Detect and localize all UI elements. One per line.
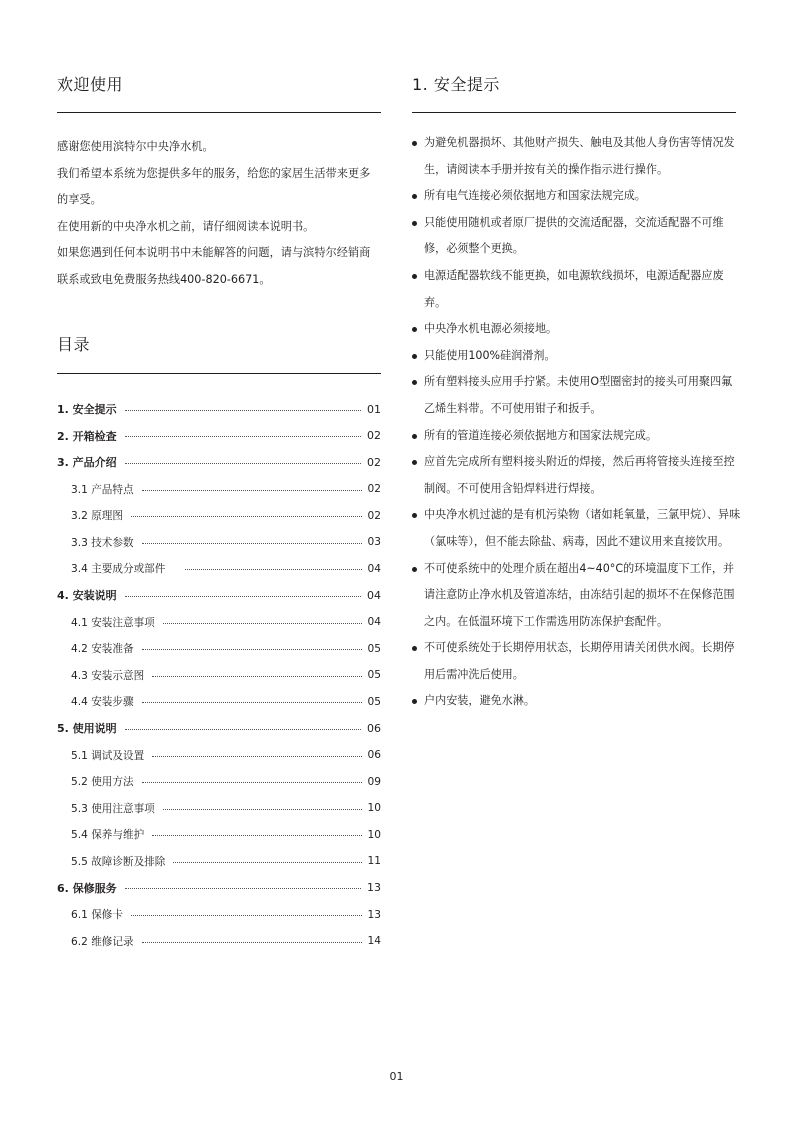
toc-dot-leader <box>125 410 361 411</box>
safety-item-text: 所有电气连接必须依据地方和国家法规完成。 <box>424 189 646 203</box>
toc-dot-leader <box>152 756 361 757</box>
toc-entry-label: 2. 开箱检查 <box>57 429 117 443</box>
page-number: 01 <box>389 1070 404 1083</box>
toc-entry-page: 04 <box>367 588 381 602</box>
toc-entry[interactable] <box>57 449 381 476</box>
bullet-dot-icon <box>412 221 417 226</box>
toc-entry-label: 3. 产品介绍 <box>57 456 117 470</box>
toc-entry[interactable] <box>57 476 381 503</box>
safety-item <box>412 316 742 343</box>
safety-item <box>412 369 742 422</box>
toc-entry-label: 4.3 安装示意图 <box>71 669 145 682</box>
toc-entry-label: 3.3 技术参数 <box>71 536 134 549</box>
toc-entry-label: 5.5 故障诊断及排除 <box>71 855 166 868</box>
toc-entry[interactable] <box>57 848 381 875</box>
safety-item-text: 不可使系统处于长期停用状态，长期停用请关闭供水阀。长期停用后需冲洗后使用。 <box>424 641 735 681</box>
safety-item-text: 户内安装，避免水淋。 <box>424 694 535 708</box>
toc-entry[interactable] <box>57 715 381 742</box>
toc-dot-leader <box>152 835 361 836</box>
bullet-dot-icon <box>412 380 417 385</box>
toc-title: 目录 <box>57 335 91 354</box>
toc-entry[interactable] <box>57 582 381 609</box>
bullet-dot-icon <box>412 274 417 279</box>
safety-item-text: 所有的管道连接必须依据地方和国家法规完成。 <box>424 428 657 442</box>
toc-dot-leader <box>142 782 362 783</box>
safety-item-text: 中央净水机电源必须接地。 <box>424 322 558 336</box>
toc-dot-leader <box>142 649 362 650</box>
toc-entry-page: 05 <box>367 669 381 682</box>
safety-item <box>412 263 742 316</box>
welcome-title-rule <box>57 112 381 113</box>
toc-entry-label: 5.1 调试及设置 <box>71 749 145 762</box>
toc-entry-label: 1. 安全提示 <box>57 403 117 417</box>
toc-entry-label: 3.2 原理图 <box>71 510 123 523</box>
toc-entry-page: 13 <box>367 908 381 921</box>
toc-dot-leader <box>142 702 362 703</box>
toc-entry[interactable] <box>57 423 381 450</box>
toc-dot-leader <box>152 676 361 677</box>
toc-dot-leader <box>125 729 361 730</box>
welcome-paragraph: 我们希望本系统为您提供多年的服务，给您的家居生活带来更多的享受。 <box>57 166 371 206</box>
toc-entry[interactable] <box>57 742 381 769</box>
bullet-dot-icon <box>412 434 417 439</box>
welcome-paragraph: 如果您遇到任何本说明书中未能解答的问题，请与滨特尔经销商联系或致电免费服务热线400-820-6671。 <box>57 246 371 286</box>
toc-entry-page: 06 <box>367 749 381 762</box>
bullet-dot-icon <box>412 141 417 146</box>
toc-entry-label: 5.3 使用注意事项 <box>71 802 155 815</box>
toc-entry-page: 02 <box>367 429 381 443</box>
toc-entry[interactable] <box>57 795 381 822</box>
toc-entry-page: 06 <box>367 721 381 735</box>
toc-dot-leader <box>125 596 361 597</box>
toc-entry-page: 09 <box>367 775 381 788</box>
bullet-dot-icon <box>412 194 417 199</box>
safety-item <box>412 210 742 263</box>
toc-entry-label: 5. 使用说明 <box>57 722 117 736</box>
toc-entry[interactable] <box>57 875 381 902</box>
safety-item-text: 只能使用100%硅润滑剂。 <box>424 348 556 362</box>
safety-item <box>412 423 742 450</box>
bullet-dot-icon <box>412 354 417 359</box>
toc-dot-leader <box>163 809 362 810</box>
toc-entry-page: 11 <box>367 855 381 868</box>
toc-entry[interactable] <box>57 609 381 636</box>
welcome-paragraph: 感谢您使用滨特尔中央净水机。 <box>57 140 214 153</box>
toc-entry[interactable] <box>57 928 381 955</box>
toc-entry-label: 4. 安装说明 <box>57 589 117 603</box>
toc-entry-label: 5.2 使用方法 <box>71 776 134 789</box>
safety-item-text: 所有塑料接头应用手拧紧。未使用O型圈密封的接头可用聚四氟乙烯生料带。不可使用钳子和扳手。 <box>424 375 733 415</box>
toc-entry-page: 03 <box>367 536 381 549</box>
toc-entry-page: 01 <box>367 402 381 416</box>
toc-entry[interactable] <box>57 556 381 583</box>
safety-item-text: 为避免机器损坏、其他财产损失、触电及其他人身伤害等情况发生，请阅读本手册并按有关的操作指示进行操作。 <box>424 136 735 176</box>
welcome-paragraph: 在使用新的中央净水机之前，请仔细阅读本说明书。 <box>57 219 315 233</box>
toc-entry-page: 02 <box>367 483 381 496</box>
safety-item <box>412 556 742 636</box>
toc-dot-leader <box>131 915 362 916</box>
toc-entry-label: 3.1 产品特点 <box>71 483 134 496</box>
toc-entry-page: 04 <box>367 616 381 629</box>
safety-item <box>412 343 742 370</box>
safety-item-text: 电源适配器软线不能更换，如电源软线损坏，电源适配器应废弃。 <box>424 268 724 309</box>
bullet-dot-icon <box>412 513 417 518</box>
safety-title: 1. 安全提示 <box>412 75 500 94</box>
toc-entry[interactable] <box>57 768 381 795</box>
toc-dot-leader <box>142 543 362 544</box>
toc-entry-label: 4.4 安装步骤 <box>71 696 134 709</box>
safety-item-text: 应首先完成所有塑料接头附近的焊接，然后再将管接头连接至控制阀。不可使用含铅焊料进行焊接。 <box>424 455 735 495</box>
safety-item <box>412 688 742 715</box>
toc-dot-leader <box>163 623 362 624</box>
toc-entry-label: 3.4 主要成分或部件 <box>71 563 166 576</box>
toc-entry-label: 5.4 保养与维护 <box>71 829 145 842</box>
bullet-dot-icon <box>412 567 417 572</box>
toc-dot-leader <box>131 516 362 517</box>
safety-item-text: 中央净水机过滤的是有机污染物（诸如耗氧量，三氯甲烷）、异味（氯味等），但不能去除盐、病毒，因此不建议用来直接饮用。 <box>424 508 741 548</box>
toc-dot-leader <box>125 436 361 437</box>
toc-entry-page: 10 <box>367 828 381 841</box>
toc-dot-leader <box>142 942 362 943</box>
toc-entry-label: 4.1 安装注意事项 <box>71 616 155 629</box>
toc-entry-page: 02 <box>367 509 381 522</box>
toc-dot-leader <box>185 569 361 570</box>
toc-entry-page: 05 <box>367 642 381 655</box>
toc-entry-page: 04 <box>367 562 381 575</box>
toc-entry-label: 6. 保修服务 <box>57 881 117 895</box>
bullet-dot-icon <box>412 646 417 651</box>
safety-title-rule <box>412 112 736 113</box>
toc-entry-page: 14 <box>367 935 381 948</box>
toc-entry[interactable] <box>57 529 381 556</box>
toc-dot-leader <box>125 888 361 889</box>
bullet-dot-icon <box>412 460 417 465</box>
safety-item <box>412 449 742 502</box>
toc-entry[interactable] <box>57 901 381 928</box>
toc-title-rule <box>57 373 381 374</box>
safety-item <box>412 183 742 210</box>
safety-item-text: 只能使用随机或者原厂提供的交流适配器，交流适配器不可维修，必须整个更换。 <box>424 215 724 256</box>
toc-entry-label: 6.2 维修记录 <box>71 935 134 948</box>
bullet-dot-icon <box>412 327 417 332</box>
toc-dot-leader <box>173 862 361 863</box>
welcome-intro <box>57 134 381 293</box>
safety-item-text: 不可使系统中的处理介质在超出4~40°C的环境温度下工作，并请注意防止净水机及管道冻结，由冻结引起的损坏不在保修范围之内。在低温环境下工作需选用防冻保护套配件。 <box>424 561 735 628</box>
toc-entry-page: 02 <box>367 455 381 469</box>
bullet-dot-icon <box>412 699 417 704</box>
toc-entry-label: 4.2 安装准备 <box>71 643 134 656</box>
safety-list <box>412 130 742 715</box>
toc-entry-page: 05 <box>367 695 381 708</box>
toc-entry[interactable] <box>57 502 381 529</box>
safety-item <box>412 130 742 183</box>
toc-entry[interactable] <box>57 822 381 849</box>
toc-entry-page: 10 <box>367 802 381 815</box>
safety-item <box>412 635 742 688</box>
toc-entry[interactable] <box>57 689 381 716</box>
toc-dot-leader <box>142 490 362 491</box>
table-of-contents <box>57 396 381 954</box>
toc-dot-leader <box>125 463 361 464</box>
safety-item <box>412 502 742 555</box>
toc-entry-page: 13 <box>367 881 381 895</box>
toc-entry[interactable] <box>57 635 381 662</box>
toc-entry-label: 6.1 保修卡 <box>71 909 123 922</box>
toc-entry[interactable] <box>57 396 381 423</box>
toc-entry[interactable] <box>57 662 381 689</box>
welcome-title: 欢迎使用 <box>57 75 124 94</box>
